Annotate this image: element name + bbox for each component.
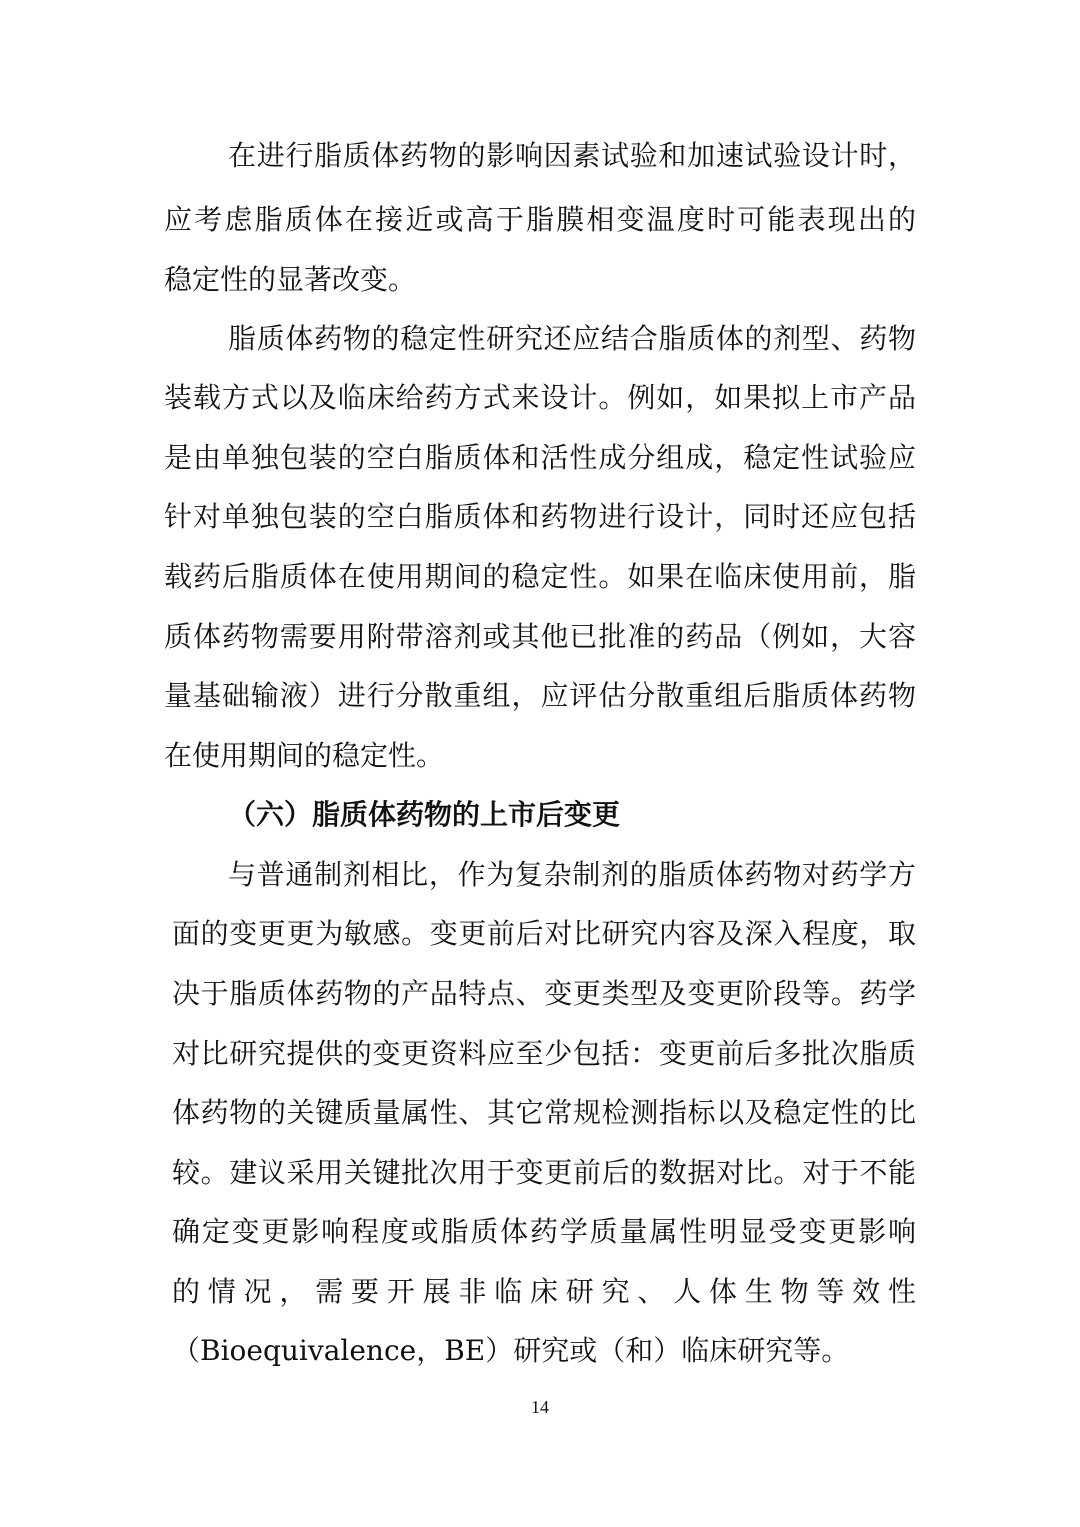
- paragraph-2-line-7: 量基础输液）进行分散重组，应评估分散重组后脂质体药物: [164, 679, 916, 712]
- paragraph-3-line-8: 的情况，需要开展非临床研究、人体生物等效性: [172, 1275, 916, 1308]
- paragraph-3-line-7: 确定变更影响程度或脂质体药学质量属性明显受变更影响: [172, 1215, 916, 1248]
- paragraph-3-line-9: （Bioequivalence，BE）研究或（和）临床研究等。: [172, 1334, 850, 1367]
- paragraph-2-line-5: 载药后脂质体在使用期间的稳定性。如果在临床使用前，脂: [164, 560, 916, 593]
- paragraph-1-line-2: 应考虑脂质体在接近或高于脂膜相变温度时可能表现出的: [164, 203, 916, 236]
- paragraph-2-line-1: 脂质体药物的稳定性研究还应结合脂质体的剂型、药物: [228, 322, 916, 355]
- page-number: 14: [531, 1397, 549, 1417]
- paragraph-2-line-4: 针对单独包装的空白脂质体和药物进行设计，同时还应包括: [164, 500, 916, 533]
- paragraph-3-line-1: 与普通制剂相比，作为复杂制剂的脂质体药物对药学方: [228, 858, 916, 891]
- paragraph-3-line-4: 对比研究提供的变更资料应至少包括：变更前后多批次脂质: [172, 1037, 916, 1070]
- paragraph-2-line-8: 在使用期间的稳定性。: [164, 739, 445, 772]
- section-heading: （六）脂质体药物的上市后变更: [228, 798, 621, 831]
- paragraph-2-line-3: 是由单独包装的空白脂质体和活性成分组成，稳定性试验应: [164, 441, 916, 474]
- paragraph-3-line-2: 面的变更更为敏感。变更前后对比研究内容及深入程度，取: [172, 917, 916, 950]
- paragraph-3-line-6: 较。建议采用关键批次用于变更前后的数据对比。对于不能: [172, 1156, 916, 1189]
- paragraph-1-line-1: 在进行脂质体药物的影响因素试验和加速试验设计时，: [228, 139, 916, 172]
- paragraph-2-line-6: 质体药物需要用附带溶剂或其他已批准的药品（例如，大容: [164, 620, 916, 653]
- paragraph-3-line-5: 体药物的关键质量属性、其它常规检测指标以及稳定性的比: [172, 1096, 916, 1129]
- paragraph-3-line-3: 决于脂质体药物的产品特点、变更类型及变更阶段等。药学: [172, 977, 916, 1010]
- paragraph-2-line-2: 装载方式以及临床给药方式来设计。例如，如果拟上市产品: [164, 381, 916, 414]
- paragraph-1-line-3: 稳定性的显著改变。: [164, 263, 417, 296]
